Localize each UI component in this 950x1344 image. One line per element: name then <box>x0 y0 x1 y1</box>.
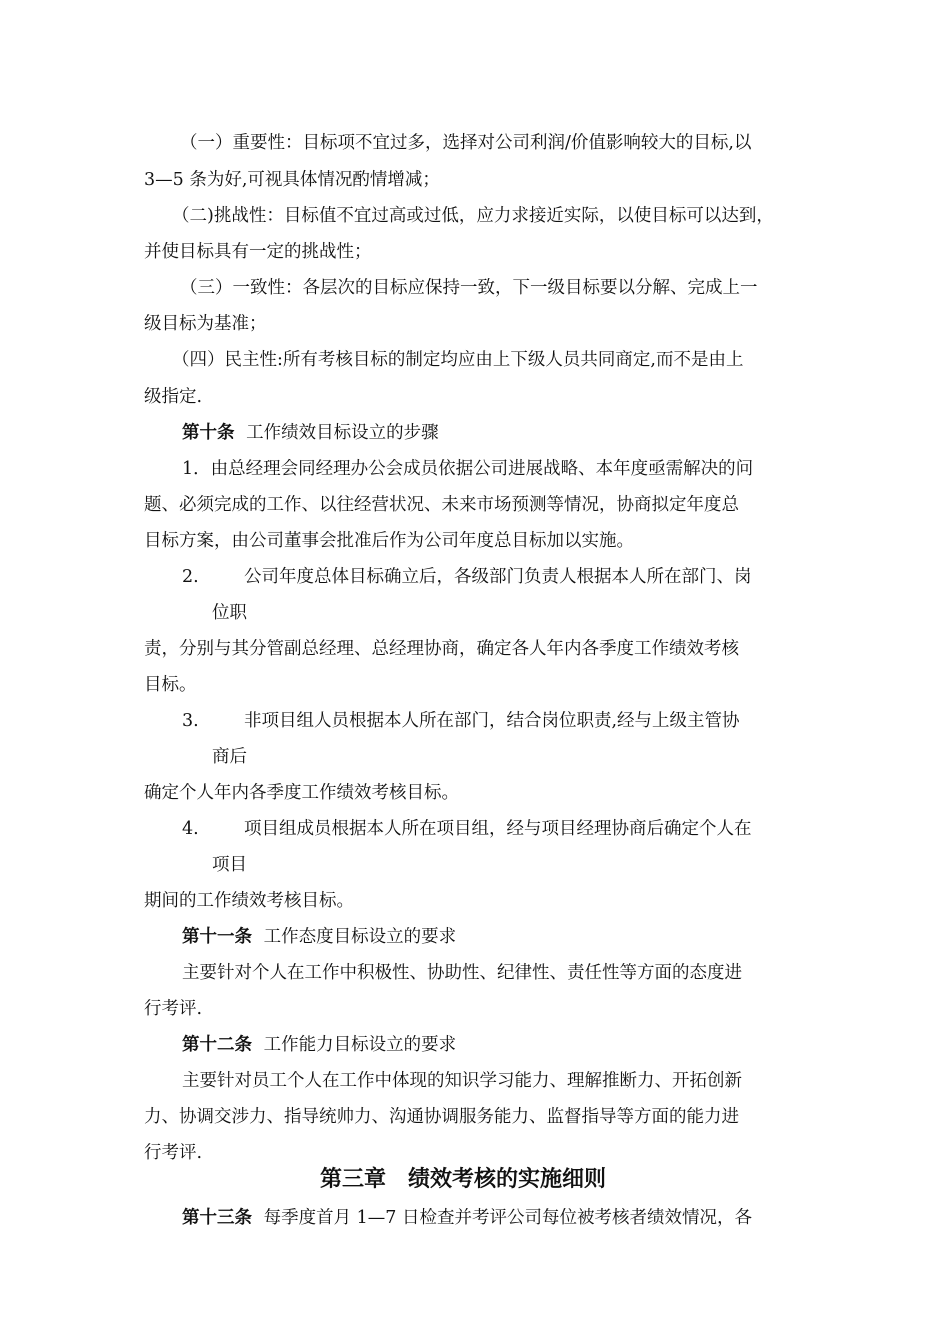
article-12-heading <box>182 1033 456 1057</box>
article-10-item-1-line-2: 题、必须完成的工作、以往经营状况、未来市场预测等情况，协商拟定年度总 <box>144 495 739 515</box>
article-10-item-3-line-2: 确定个人年内各季度工作绩效考核目标。 <box>144 783 459 803</box>
article-12-body-line-3: 行考评. <box>144 1143 203 1163</box>
article-11-heading <box>182 925 456 949</box>
article-10-item-2-wrap: 位职 <box>212 603 247 623</box>
article-10-item-2-line-1: 公司年度总体目标确立后，各级部门负责人根据本人所在部门、岗 <box>244 567 752 587</box>
article-11-body-line-1: 主要针对个人在工作中积极性、协助性、纪律性、责任性等方面的态度进 <box>182 963 742 983</box>
principle-1-line-2: 3—5 条为好,可视具体情况酌情增减； <box>144 170 440 190</box>
article-10-item-1-line-3: 目标方案，由公司董事会批准后作为公司年度总目标加以实施。 <box>144 531 634 551</box>
article-10-title: 第十条 <box>182 423 235 443</box>
article-11-title: 第十一条 <box>182 927 252 947</box>
principle-4-line-2: 级指定. <box>144 387 203 407</box>
principle-3-line-2: 级目标为基准； <box>144 314 267 334</box>
article-10-item-2-line-2: 责，分别与其分管副总经理、总经理协商，确定各人年内各季度工作绩效考核 <box>144 639 739 659</box>
article-11-subject: 工作态度目标设立的要求 <box>263 927 457 947</box>
principle-2-line-2: 并使目标具有一定的挑战性； <box>144 242 372 262</box>
article-10-item-4-line-2: 期间的工作绩效考核目标。 <box>144 891 354 911</box>
article-10-item-1-line-1: 1．由总经理会同经理办公会成员依据公司进展战略、本年度亟需解决的问 <box>182 459 754 479</box>
article-10-subject: 工作绩效目标设立的步骤 <box>246 423 439 443</box>
article-10-item-3-number: 3. <box>182 711 199 731</box>
principle-1-line-1: （一）重要性：目标项不宜过多，选择对公司利润/价值影响较大的目标,以 <box>180 133 752 153</box>
article-12-body-line-1: 主要针对员工个人在工作中体现的知识学习能力、理解推断力、开拓创新 <box>182 1071 742 1091</box>
chapter-3-heading: 第三章 绩效考核的实施细则 <box>320 1167 607 1192</box>
article-10-item-4-wrap: 项目 <box>212 855 247 875</box>
article-10-item-2-line-3: 目标。 <box>144 675 197 695</box>
article-13-title: 第十三条 <box>182 1208 252 1228</box>
article-12-title: 第十二条 <box>182 1035 252 1055</box>
article-11-body-line-2: 行考评. <box>144 999 203 1019</box>
article-13-heading <box>182 1206 752 1230</box>
article-10-heading <box>182 421 439 445</box>
article-10-item-4-number: 4. <box>182 819 199 839</box>
principle-2-line-1: （二)挑战性：目标值不宜过高或过低，应力求接近实际，以使目标可以达到， <box>172 206 774 226</box>
principle-3-line-1: （三）一致性：各层次的目标应保持一致，下一级目标要以分解、完成上一 <box>180 278 758 298</box>
article-10-item-4-line-1: 项目组成员根据本人所在项目组，经与项目经理协商后确定个人在 <box>244 819 752 839</box>
article-12-subject: 工作能力目标设立的要求 <box>263 1035 457 1055</box>
article-12-body-line-2: 力、协调交涉力、指导统帅力、沟通协调服务能力、监督指导等方面的能力进 <box>144 1107 739 1127</box>
article-10-item-3-wrap: 商后 <box>212 747 247 767</box>
article-10-item-2-number: 2. <box>182 567 199 587</box>
principle-4-line-1: （四）民主性:所有考核目标的制定均应由上下级人员共同商定,而不是由上 <box>172 350 744 370</box>
article-13-subject: 每季度首月 1—7 日检查并考评公司每位被考核者绩效情况，各 <box>263 1208 752 1228</box>
article-10-item-3-line-1: 非项目组人员根据本人所在部门，结合岗位职责,经与上级主管协 <box>244 711 740 731</box>
